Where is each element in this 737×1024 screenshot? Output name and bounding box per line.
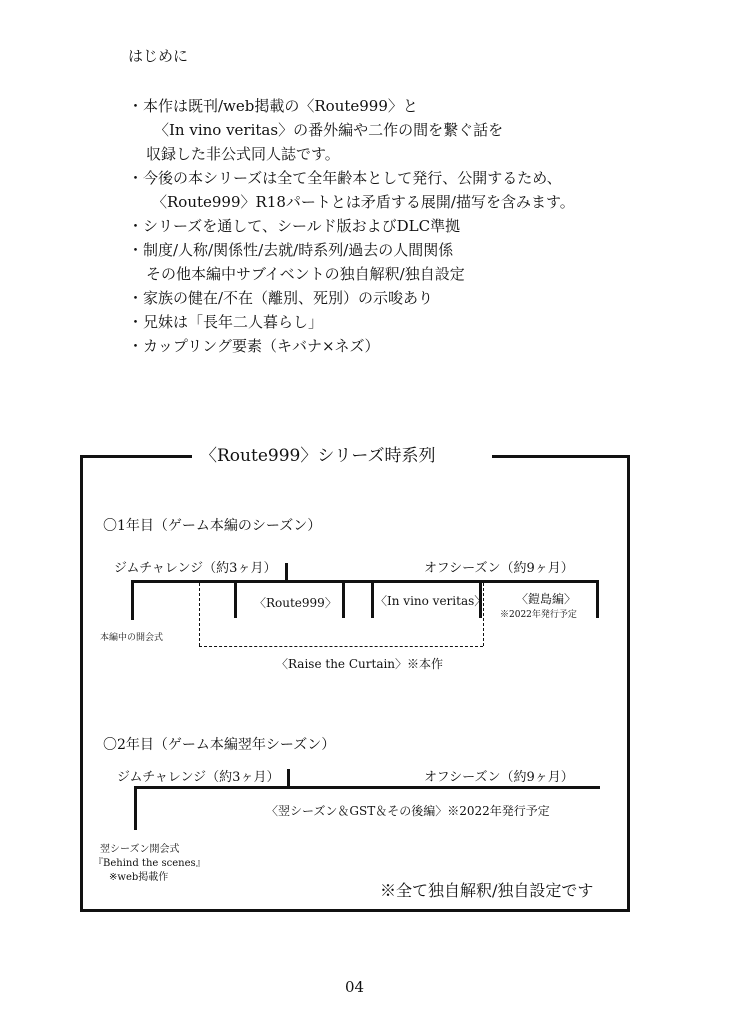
intro-line-3: 収録した非公式同人誌です。 (146, 145, 340, 163)
intro-heading: はじめに (128, 47, 189, 65)
year1-opening: 本編中の開会式 (100, 633, 164, 643)
year2-tick-gym-end (287, 769, 290, 787)
year2-axis (134, 786, 600, 789)
timeline-title: 〈Route999〉シリーズ時系列 (200, 446, 436, 466)
year2-opening-3: ※web掲載作 (109, 872, 169, 883)
intro-line-7: ・制度/人称/関係性/去就/時系列/過去の人間関係 (128, 241, 454, 259)
raise-curtain-label: 〈Raise the Curtain〉※本作 (276, 657, 444, 671)
intro-line-4: ・今後の本シリーズは全て全年齢本として発行、公開するため、 (128, 169, 562, 187)
frame-right (627, 455, 630, 911)
page-number: 04 (345, 978, 365, 996)
yoroi-label: 〈鎧島編〉 (516, 592, 577, 606)
frame-top-right (492, 455, 630, 458)
in-vino-label: 〈In vino veritas〉 (375, 594, 487, 608)
intro-line-6: ・シリーズを通して、シールド版およびDLC準拠 (128, 217, 461, 235)
year2-heading: 〇2年目（ゲーム本編翌年シーズン） (103, 737, 336, 753)
intro-line-9: ・家族の健在/不在（離別、死別）の示唆あり (128, 289, 434, 307)
year2-opening-2: 『Behind the scenes』 (93, 858, 206, 869)
intro-line-5: 〈Route999〉R18パートとは矛盾する展開/描写を含みます。 (152, 193, 575, 211)
year1-axis (131, 580, 598, 583)
year1-tick-gym-end (285, 563, 288, 583)
year1-off-season: オフシーズン（約9ヶ月） (424, 561, 574, 576)
year1-tick-start (131, 580, 134, 620)
yoroi-note: ※2022年発行予定 (500, 610, 577, 620)
year2-gym-challenge: ジムチャレンジ（約3ヶ月） (117, 770, 280, 785)
timeline-footnote: ※全て独自解釈/独自設定です (380, 881, 594, 900)
year2-tick-start (134, 786, 137, 830)
intro-line-1: ・本作は既刊/web掲載の〈Route999〉と (128, 97, 418, 115)
year1-heading: 〇1年目（ゲーム本編のシーズン） (103, 518, 322, 534)
intro-line-10: ・兄妹は「長年二人暮らし」 (128, 313, 324, 331)
intro-line-2: 〈In vino veritas〉の番外編や二作の間を繋ぐ話を (154, 121, 504, 139)
intro-line-8: その他本編中サブイベントの独自解釈/独自設定 (146, 265, 465, 283)
year1-tick-invino-start (371, 580, 374, 618)
frame-bottom (80, 909, 630, 912)
raise-bracket-left (199, 583, 200, 646)
next-season-label: 〈翌シーズン＆GST＆その後編〉※2022年発行予定 (266, 804, 550, 818)
year1-tick-end (596, 580, 599, 618)
intro-line-11: ・カップリング要素（キバナ×ネズ） (128, 337, 380, 355)
frame-top-left (80, 455, 192, 458)
frame-left (80, 455, 83, 911)
route999-label: 〈Route999〉 (254, 596, 337, 610)
year1-gym-challenge: ジムチャレンジ（約3ヶ月） (114, 561, 277, 576)
year1-tick-route-start (234, 580, 237, 618)
year2-opening-1: 翌シーズン開会式 (100, 844, 180, 855)
year1-tick-route-end (342, 580, 345, 618)
raise-bracket-bottom (199, 646, 483, 647)
raise-bracket-right (483, 583, 484, 646)
year2-off-season: オフシーズン（約9ヶ月） (424, 770, 574, 785)
